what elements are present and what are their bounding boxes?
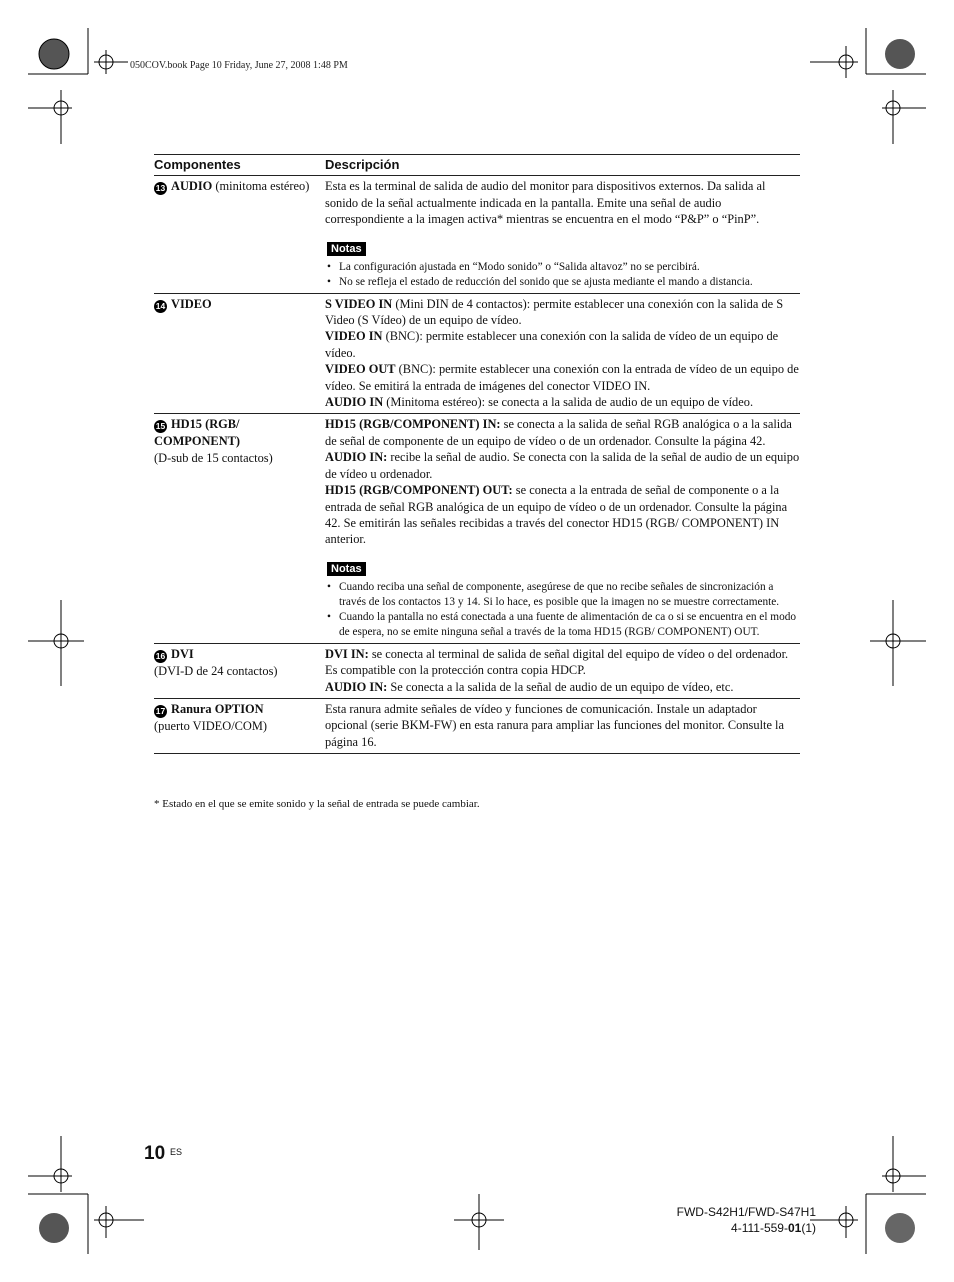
registration-mark-left-middle bbox=[28, 600, 98, 690]
description-text: se conecta a la salida de señal RGB analógica o a la salida de señal de componente de un equipo de vídeo o de un ordenador. Consulte la página 42. bbox=[325, 417, 792, 448]
description-text: Se conecta a la salida de la señal de audio de un equipo de vídeo, etc. bbox=[387, 679, 734, 694]
description-paragraph bbox=[325, 449, 800, 482]
description-cell bbox=[325, 643, 800, 698]
note-item: • No se refleja el estado de reducción del sonido que se ajusta mediante el mando a distancia. bbox=[325, 275, 800, 290]
description-term: S VIDEO IN bbox=[325, 296, 393, 311]
note-item: • Cuando la pantalla no está conectada a una fuente de alimentación de ca o si se encuentra en el modo de espera, no se emite ninguna señal a través de la toma HD15 (RGB/ COMPONENT) OUT. bbox=[325, 610, 800, 640]
table-row bbox=[154, 643, 800, 698]
table-row bbox=[154, 698, 800, 753]
note-item: • La configuración ajustada en “Modo sonido” o “Salida altavoz” no se percibirá. bbox=[325, 260, 800, 275]
description-paragraph bbox=[325, 646, 800, 679]
description-term: AUDIO IN bbox=[325, 395, 384, 410]
description-cell bbox=[325, 176, 800, 293]
description-cell bbox=[325, 414, 800, 643]
component-name: DVI bbox=[171, 646, 194, 661]
components-table-wrap bbox=[154, 154, 800, 754]
component-name: Ranura OPTION bbox=[171, 701, 264, 716]
component-subtitle: (puerto VIDEO/COM) bbox=[154, 718, 267, 733]
description-paragraph bbox=[325, 296, 800, 329]
notes-label: Notas bbox=[327, 242, 366, 256]
component-subtitle: (DVI-D de 24 contactos) bbox=[154, 663, 278, 678]
description-term: HD15 (RGB/COMPONENT) OUT: bbox=[325, 483, 513, 498]
components-table bbox=[154, 154, 800, 754]
description-paragraph bbox=[325, 328, 800, 361]
description-text: se conecta al terminal de salida de señal digital del equipo de vídeo o del ordenador. Es compatible con la protección contra copia HDCP. bbox=[325, 646, 789, 678]
print-header: 050COV.book Page 10 Friday, June 27, 2008 1:48 PM bbox=[130, 60, 348, 71]
component-subtitle: (D-sub de 15 contactos) bbox=[154, 450, 273, 465]
component-cell bbox=[154, 414, 325, 643]
notes-label: Notas bbox=[327, 562, 366, 576]
description-term: AUDIO IN: bbox=[325, 450, 388, 465]
description-text: (BNC): permite establecer una conexión con la salida de vídeo de un equipo de vídeo. bbox=[325, 329, 779, 360]
footnote: * Estado en el que se emite sonido y la señal de entrada se puede cambiar. bbox=[154, 798, 480, 810]
description-text: (BNC): permite establecer una conexión con la entrada de vídeo de un equipo de vídeo. Se emitirá la entrada de imágenes del conector VIDEO IN. bbox=[325, 362, 799, 393]
registration-mark-bottom-center bbox=[444, 1190, 514, 1260]
registration-mark-bottom-right bbox=[806, 1134, 926, 1254]
component-number-badge: 15 bbox=[155, 421, 166, 432]
component-name: AUDIO bbox=[171, 179, 213, 194]
notes-list bbox=[325, 260, 800, 290]
description-term: DVI IN: bbox=[325, 646, 369, 661]
description-cell bbox=[325, 293, 800, 414]
component-name: HD15 (RGB/ COMPONENT) bbox=[154, 417, 241, 449]
component-number-badge: 17 bbox=[155, 705, 166, 716]
description-paragraph bbox=[325, 416, 800, 449]
model-name: FWD-S42H1/FWD-S47H1 bbox=[676, 1205, 816, 1219]
description-cell bbox=[325, 698, 800, 753]
registration-mark-right-middle bbox=[856, 600, 926, 690]
table-row bbox=[154, 414, 800, 643]
registration-mark-top-left bbox=[28, 28, 148, 148]
page-language: ES bbox=[170, 1147, 183, 1157]
component-cell bbox=[154, 176, 325, 293]
description-term: VIDEO OUT bbox=[325, 362, 396, 377]
model-info bbox=[677, 1204, 816, 1236]
table-body bbox=[154, 176, 800, 754]
model-code: 4-111-559-01(1) bbox=[731, 1221, 816, 1235]
description-term: HD15 (RGB/COMPONENT) IN: bbox=[325, 417, 501, 432]
notes-list bbox=[325, 580, 800, 640]
component-cell bbox=[154, 698, 325, 753]
description-paragraph bbox=[325, 679, 800, 695]
component-cell bbox=[154, 293, 325, 414]
description-term: AUDIO IN: bbox=[325, 679, 388, 694]
description-text: Esta ranura admite señales de vídeo y funciones de comunicación. Instale un adaptador opcional (serie BKM-FW) en esta ranura para ampliar las funciones del monitor. Consulte la página 16. bbox=[325, 701, 785, 749]
component-cell bbox=[154, 643, 325, 698]
component-number-badge: 16 bbox=[155, 650, 166, 661]
column-header-description: Descripción bbox=[325, 155, 800, 176]
description-paragraph bbox=[325, 394, 800, 410]
component-name-suffix: (minitoma estéreo) bbox=[212, 179, 310, 194]
description-term: VIDEO IN bbox=[325, 329, 383, 344]
component-name: VIDEO bbox=[171, 296, 212, 311]
description-paragraph bbox=[325, 482, 800, 548]
description-text: (Mini DIN de 4 contactos): permite establecer una conexión con la salida de S Video (S Vídeo) de un equipo de vídeo. bbox=[325, 296, 784, 328]
column-header-components: Componentes bbox=[154, 155, 325, 176]
description-paragraph bbox=[325, 361, 800, 394]
component-number-badge: 14 bbox=[155, 300, 166, 311]
table-row bbox=[154, 176, 800, 293]
description-text: se conecta a la entrada de señal de componente o a la entrada de señal RGB analógica de un equipo de vídeo o de un ordenador. Consulte la página 42. Se emitirán las señales recibidas a través del conector HD15 (RGB/ COMPONENT) IN anterior. bbox=[325, 483, 788, 547]
registration-mark-bottom-left bbox=[28, 1134, 148, 1254]
description-text: recibe la señal de audio. Se conecta con la salida de la señal de audio de un equipo de vídeo u ordenador. bbox=[325, 450, 800, 481]
component-number-badge: 13 bbox=[155, 183, 166, 194]
description-text: Esta es la terminal de salida de audio del monitor para dispositivos externos. Da salida al sonido de la señal actualmente indicada en la pantalla. Emite una señal de audio correspondiente a la imagen activa* mientras se encuentra en el modo “P&P” o “PinP”. bbox=[325, 179, 766, 227]
page-number: 10 bbox=[144, 1143, 166, 1164]
description-paragraph bbox=[325, 178, 800, 227]
description-paragraph bbox=[325, 701, 800, 750]
registration-mark-top-right bbox=[806, 28, 926, 148]
table-row bbox=[154, 293, 800, 414]
description-text: (Minitoma estéreo): se conecta a la salida de audio de un equipo de vídeo. bbox=[383, 395, 754, 410]
note-item: • Cuando reciba una señal de componente, asegúrese de que no recibe señales de sincronización a través de los contactos 13 y 14. Si lo hace, es posible que la imagen no se muestre correctamente. bbox=[325, 580, 800, 610]
